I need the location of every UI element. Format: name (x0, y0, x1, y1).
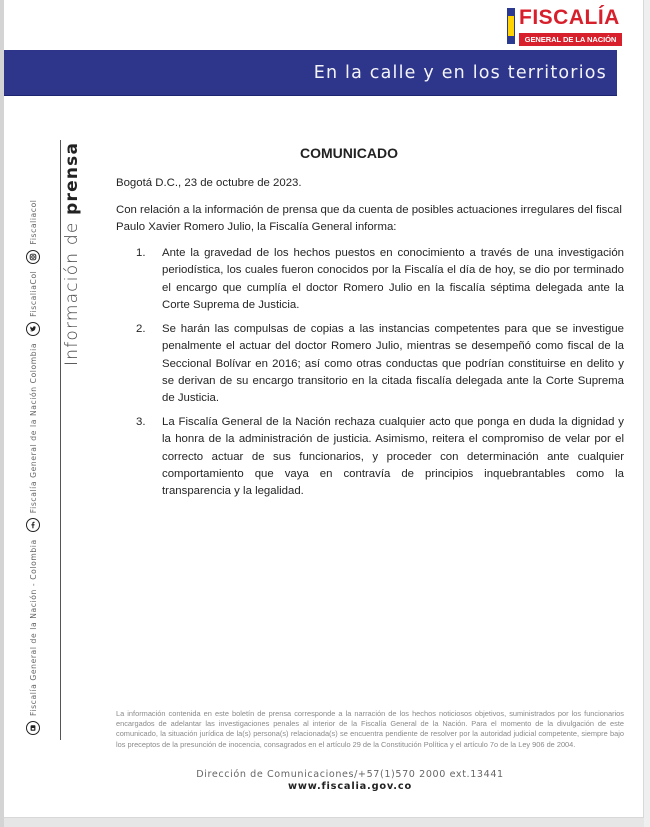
list-item-number: 2. (136, 323, 146, 335)
document-page (4, 0, 644, 818)
sidebar-heading-bold: prensa (62, 141, 82, 215)
website-icon[interactable] (26, 721, 40, 735)
document-intro: Con relación a la información de prensa que da cuenta de posibles actuaciones irregulares del fiscal Paulo Xavier Romero Julio, la Fiscalía General informa: (116, 204, 622, 234)
social-link-twitter[interactable]: FiscaliaCol (28, 270, 38, 317)
social-link-website[interactable]: Fiscalía General de la Nación - Colombia (28, 539, 38, 716)
list-item (116, 245, 624, 314)
website-link[interactable]: www.fiscalia.gov.co (288, 781, 412, 792)
list-item-number: 1. (136, 247, 146, 259)
page-edge-right (644, 0, 650, 827)
list-item-number: 3. (136, 416, 146, 428)
banner-slogan: En la calle y en los territorios (313, 63, 607, 83)
facebook-icon[interactable] (26, 518, 40, 532)
logo-title: FISCALÍA (519, 6, 620, 29)
logo-subtitle: GENERAL DE LA NACIÓN (519, 33, 622, 46)
social-link-instagram[interactable]: Fiscaliacol (28, 199, 38, 245)
list-item (116, 321, 624, 407)
coat-of-arms-icon (507, 8, 515, 44)
sidebar-heading (62, 142, 82, 366)
header-banner (4, 50, 617, 96)
fiscalia-logo (507, 6, 619, 46)
document-title: COMUNICADO (300, 145, 398, 161)
social-links (26, 197, 40, 740)
list-item-text: Se harán las compulsas de copias a las instancias competentes para que se investigue penalmente el actuar del doctor Romero Julio, mientras se desempeñó como fiscal de la Seccional Bolívar en 2016; así como otras conductas que podrían constituirse en delito y se derivan de su encargo transitorio en la citada fiscalía delegada ante la Corte Suprema de Justicia. (162, 323, 624, 405)
sidebar-heading-light: Información de (62, 214, 82, 366)
social-link-facebook[interactable]: Fiscalía General de la Nación Colombia (28, 342, 38, 514)
sidebar-divider (60, 140, 61, 740)
list-item-text: La Fiscalía General de la Nación rechaza cualquier acto que ponga en duda la dignidad y la honra de la administración de justicia. Asimismo, reitera el compromiso de velar por el correcto actuar de sus funcionarios, y proceder con determinación ante cualquier comportamiento que vaya en contravía de principios inquebrantables como la transparencia y la legalidad. (162, 416, 624, 498)
list-item-text: Ante la gravedad de los hechos puestos en conocimiento a través de una investigación periodística, los cuales fueron conocidos por la Fiscalía el día de hoy, se dio por terminado el encargo que cumplía el doctor Romero Julio en la fiscalía séptima delegada ante la Corte Suprema de Justicia. (162, 247, 624, 311)
legal-disclaimer: La información contenida en este boletín de prensa corresponde a la narración de los hechos noticiosos objetivos, suministrados por los funcionarios encargados de adelantar las investigaciones penales al interior de la Fiscalía General de la Nación. Para el momento de la divulgación de este comunicado, la situación jurídica de la(s) persona(s) relacionada(s) se encuentra pendiente de resolver por la autoridad judicial competente, siempre bajo los preceptos de la presunción de inocencia, consagrados en el artículo 29 de la Constitución Política y el artículo 7o de la Ley 906 de 2004. (116, 709, 624, 749)
contact-info: Dirección de Comunicaciones/+57(1)570 2000 ext.13441 (196, 769, 504, 780)
document-date: Bogotá D.C., 23 de octubre de 2023. (116, 177, 302, 189)
instagram-icon[interactable] (26, 250, 40, 264)
twitter-icon[interactable] (26, 322, 40, 336)
list-item (116, 414, 624, 500)
